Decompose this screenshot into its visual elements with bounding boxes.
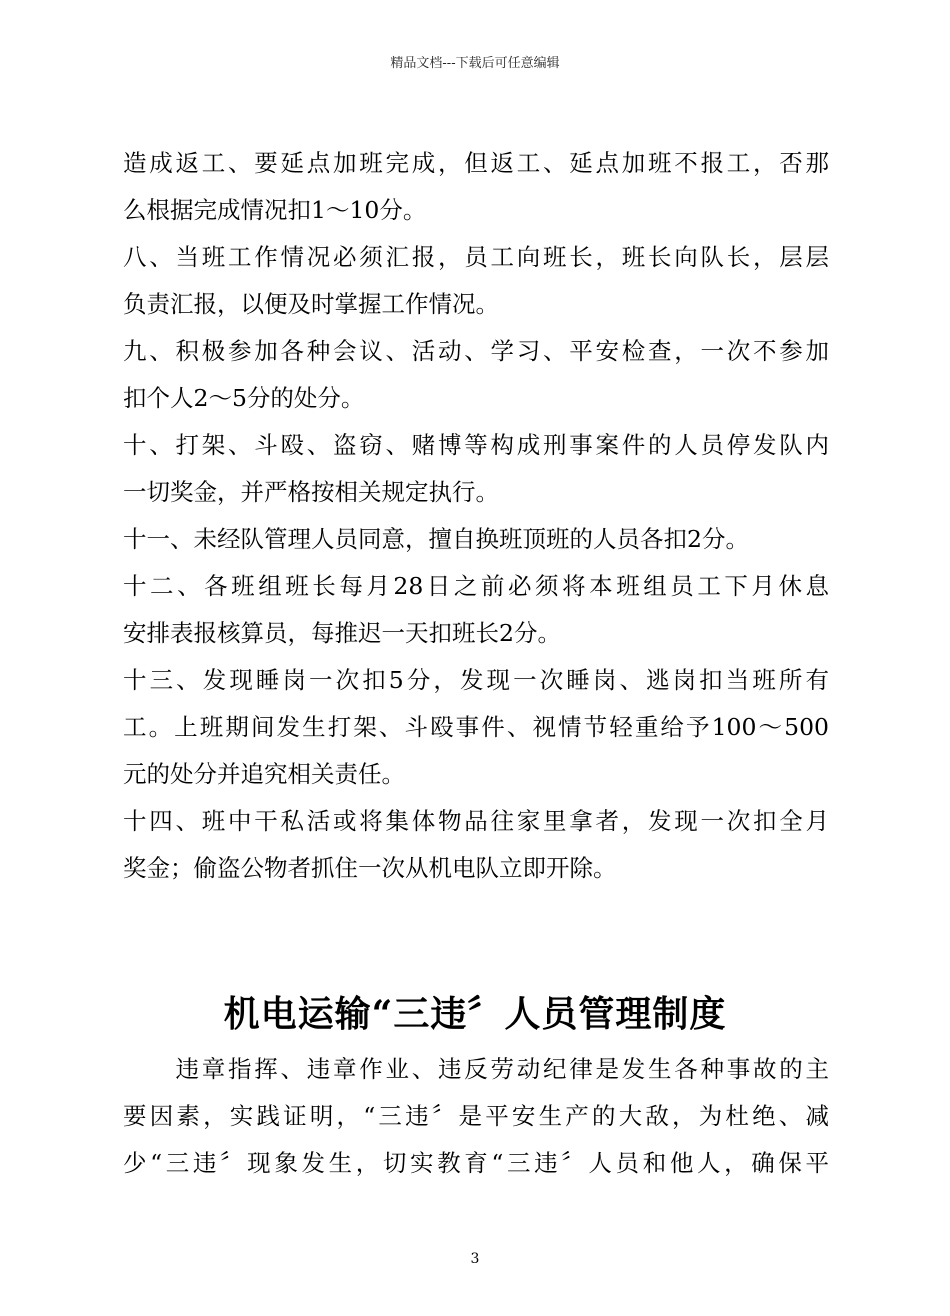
- paragraph-line: 安排表报核算员，每推迟一天扣班长2分。: [123, 619, 561, 647]
- paragraph-line: 工。上班期间发生打架、斗殴事件、视情节轻重给予100～500: [123, 713, 829, 741]
- page-number: 3: [470, 1251, 480, 1267]
- rule-paragraph: [123, 563, 829, 657]
- paragraph-line: 元的处分并追究相关责任。: [123, 760, 405, 788]
- paragraph-line: 十二、各班组班长每月28日之前必须将本班组员工下月休息: [123, 572, 829, 600]
- paragraph-line: 扣个人2～5分的处分。: [123, 384, 365, 412]
- rule-paragraph: [123, 234, 829, 328]
- rule-paragraph: [123, 140, 829, 234]
- paragraph-line: 违章指挥、违章作业、违反劳动纪律是发生各种事故的主: [123, 1055, 829, 1083]
- paragraph-line: 十四、班中干私活或将集体物品往家里拿者，发现一次扣全月: [123, 807, 829, 835]
- paragraph-line: 十、打架、斗殴、盗窃、赌博等构成刑事案件的人员停发队内: [123, 431, 829, 459]
- paragraph-line: 么根据完成情况扣1～10分。: [123, 196, 427, 224]
- rules-body: [123, 140, 829, 892]
- paragraph-line: 少“三违〞现象发生，切实教育“三违〞人员和他人，确保平: [123, 1149, 829, 1177]
- paragraph-line: 造成返工、要延点加班完成，但返工、延点加班不报工，否那: [123, 149, 829, 177]
- page-header: 精品文档---下载后可任意编辑: [390, 56, 560, 71]
- paragraph-line: 八、当班工作情况必须汇报，员工向班长，班长向队长，层层: [123, 243, 829, 271]
- paragraph-line: 十三、发现睡岗一次扣5分，发现一次睡岗、逃岗扣当班所有: [123, 666, 829, 694]
- rule-paragraph: [123, 657, 829, 798]
- paragraph-line: 一切奖金，并严格按相关规定执行。: [123, 478, 499, 506]
- intro-paragraph: [123, 1046, 829, 1187]
- rule-paragraph: [123, 328, 829, 422]
- paragraph-line: 十一、未经队管理人员同意，擅自换班顶班的人员各扣2分。: [123, 525, 749, 553]
- rule-paragraph: [123, 422, 829, 516]
- section-title: 机电运输“三违〞人员管理制度: [223, 993, 727, 1035]
- rule-paragraph: [123, 516, 829, 563]
- paragraph-line: 奖金；偷盗公物者抓住一次从机电队立即开除。: [123, 854, 617, 882]
- paragraph-line: 负责汇报，以便及时掌握工作情况。: [123, 290, 499, 318]
- paragraph-line: 九、积极参加各种会议、活动、学习、平安检查，一次不参加: [123, 337, 829, 365]
- rule-paragraph: [123, 798, 829, 892]
- paragraph-line: 要因素，实践证明，“三违〞是平安生产的大敌，为杜绝、减: [123, 1102, 829, 1130]
